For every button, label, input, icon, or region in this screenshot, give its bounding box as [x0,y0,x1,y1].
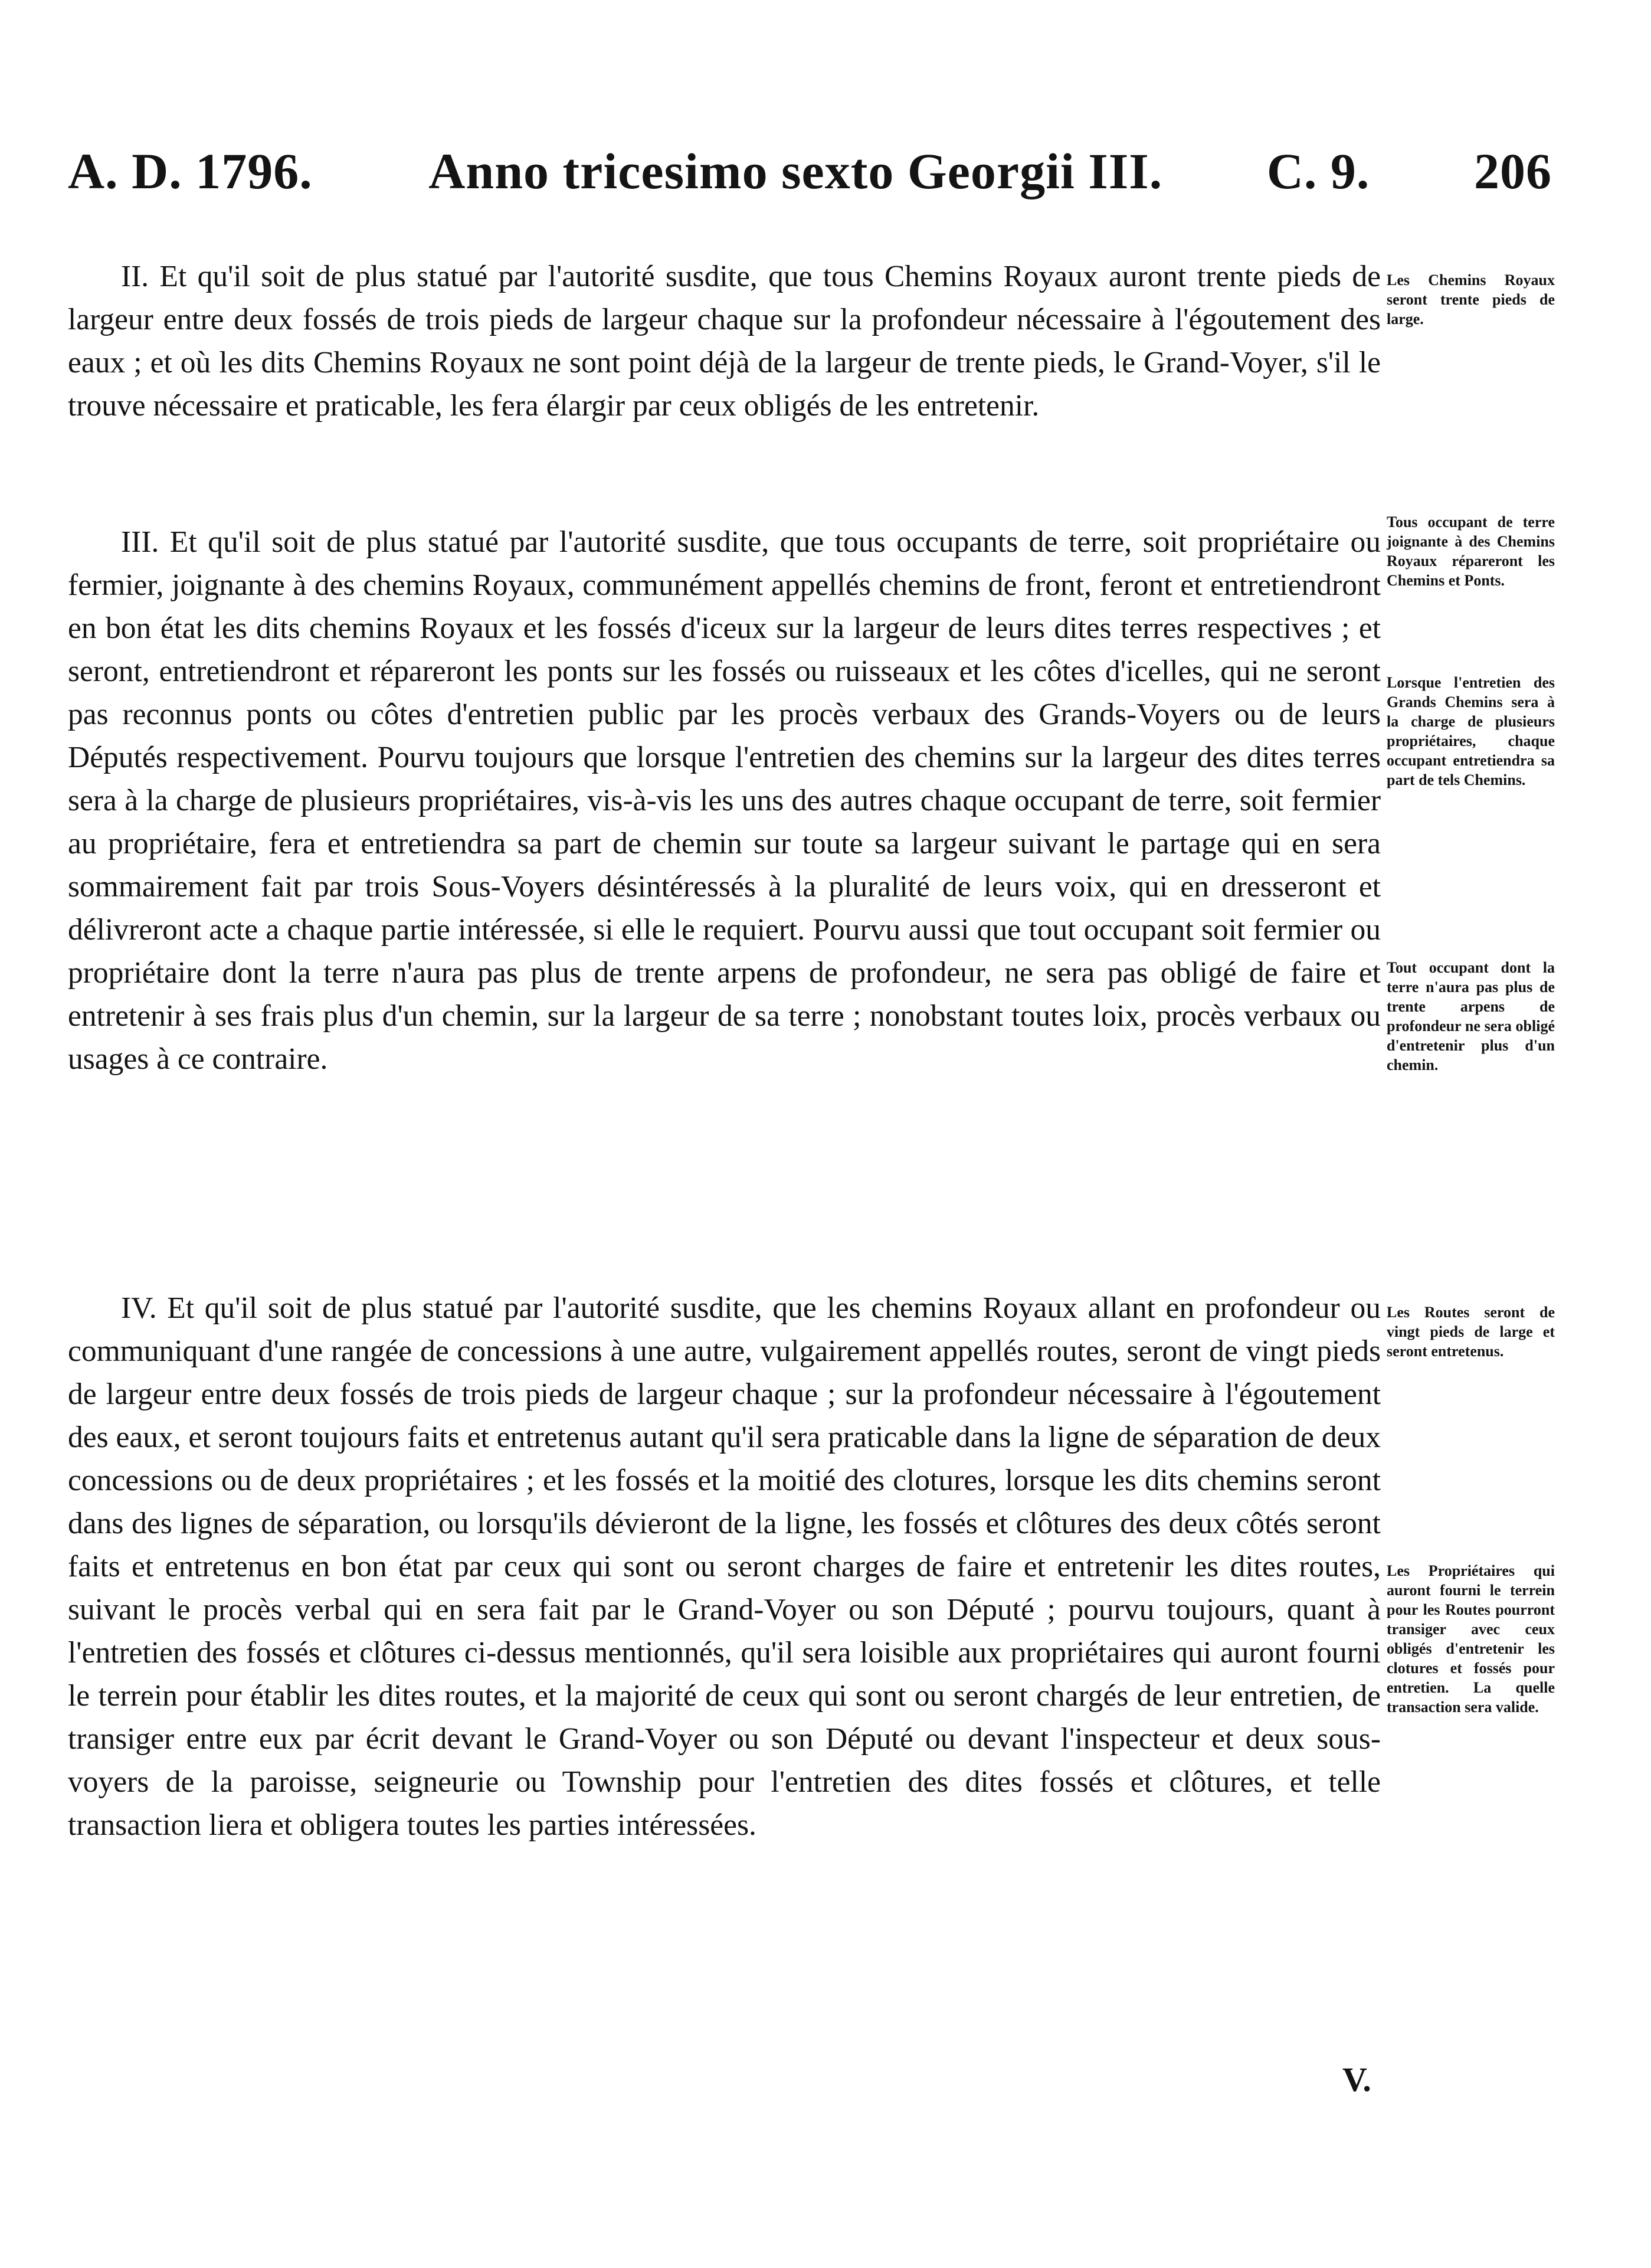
section-iii [68,521,1381,1081]
margin-note-chemins: Les Chemins Royaux seront trente pieds de large. [1387,271,1555,328]
section-iii-text: III. Et qu'il soit de plus statué par l'autorité susdite, que tous occupants de terre, soit propriétaire ou fermier, joignante à des chemins Royaux, communément appellés chemins de front, feront et entretiendront en bon état les dits chemins Royaux et les fossés d'iceux sur la largeur de leurs dites terres respectives ; et seront, entretiendront et répareront les ponts sur les fossés ou ruisseaux et les côtes d'icelles, qui ne seront pas reconnus ponts ou côtes d'entretien public par les procès verbaux des Grands-Voyers ou de leurs Députés respectivement. Pourvu toujours que lorsque l'entretien des chemins sur la largeur des dites terres sera à la charge de plusieurs propriétaires, vis-à-vis les uns des autres chaque occupant de terre, soit fermier au propriétaire, fera et entretiendra sa part de chemin sur toute sa largeur suivant le partage qui en sera sommairement fait par trois Sous-Voyers désintéressés à la pluralité de leurs voix, qui en dresseront et délivreront acte a chaque partie intéressée, si elle le requiert. Pourvu aussi que tout occupant soit fermier ou propriétaire dont la terre n'aura pas plus de trente arpens de profondeur, ne sera pas obligé de faire et entretenir à ses frais plus d'un chemin, sur la largeur de sa terre ; nonobstant toutes loix, procès verbaux ou usages à ce contraire. [68,525,1381,1076]
section-iv [68,1287,1381,1847]
header-year: A. D. 1796. [68,143,313,199]
header-chapter: C. 9. [1266,143,1370,199]
running-head [68,142,1552,207]
margin-note-trente-arpens: Tout occupant dont la terre n'aura pas plus de trente arpens de profondeur ne sera obligé d'entretenir plus d'un chemin. [1387,959,1555,1074]
margin-note-proprietaires: Les Propriétaires qui auront fourni le terrein pour les Routes pourront transiger avec ceux obligés d'entretenir les clotures et fossés pour entretien. La quelle transaction sera valide. [1387,1562,1555,1716]
section-iv-text: IV. Et qu'il soit de plus statué par l'autorité susdite, que les chemins Royaux allant en profondeur ou communiquant d'une rangée de concessions à une autre, vulgairement appellés routes, seront de vingt pieds de largeur entre deux fossés de trois pieds de largeur chaque ; sur la profondeur nécessaire à l'égoutement des eaux, et seront toujours faits et entretenus autant qu'il sera praticable dans la ligne de séparation de deux concessions ou de deux propriétaires ; et les fossés et la moitié des clotures, lorsque les dits chemins seront dans des lignes de séparation, ou lorsqu'ils dévieront de la ligne, les fossés et clôtures des deux côtés seront faits et entretenus en bon état par ceux qui sont ou seront charges de faire et entretenir les dites routes, suivant le procès verbal qui en sera fait par le Grand-Voyer ou son Député ; pourvu toujours, quant à l'entretien des fossés et clôtures ci-dessus mentionnés, qu'il sera loisible aux propriétaires qui auront fourni le terrein pour établir les dites routes, et la majorité de ceux qui sont ou seront chargés de leur entretien, de transiger entre eux par écrit devant le Grand-Voyer ou son Député ou devant l'inspecteur et deux sous-voyers de la paroisse, seigneurie ou Township pour l'entretien des dites fossés et clôtures, et telle transaction liera et obligera toutes les parties intéressées. [68,1291,1381,1842]
margin-note-occupants: Tous occupant de terre joignante à des Chemins Royaux répareront les Chemins et Ponts. [1387,513,1555,589]
section-ii-text: II. Et qu'il soit de plus statué par l'autorité susdite, que tous Chemins Royaux auront trente pieds de largeur entre deux fossés de trois pieds de largeur chaque sur la profondeur nécessaire à l'égoutement des eaux ; et où les dits Chemins Royaux ne sont point déjà de la largeur de trente pieds, le Grand-Voyer, s'il le trouve nécessaire et praticable, les fera élargir par ceux obligés de les entretenir. [68,260,1381,423]
margin-note-routes: Les Routes seront de vingt pieds de large et seront entretenus. [1387,1304,1555,1360]
margin-note-entretien: Lorsque l'entretien des Grands Chemins sera à la charge de plusieurs propriétaires, chaque occupant entretiendra sa part de tels Chemins. [1387,674,1555,788]
page-number: 206 [1473,143,1552,199]
catchword: V. [1342,2060,1371,2099]
section-ii [68,255,1381,427]
header-title: Anno tricesimo sexto Georgii III. [428,143,1163,199]
